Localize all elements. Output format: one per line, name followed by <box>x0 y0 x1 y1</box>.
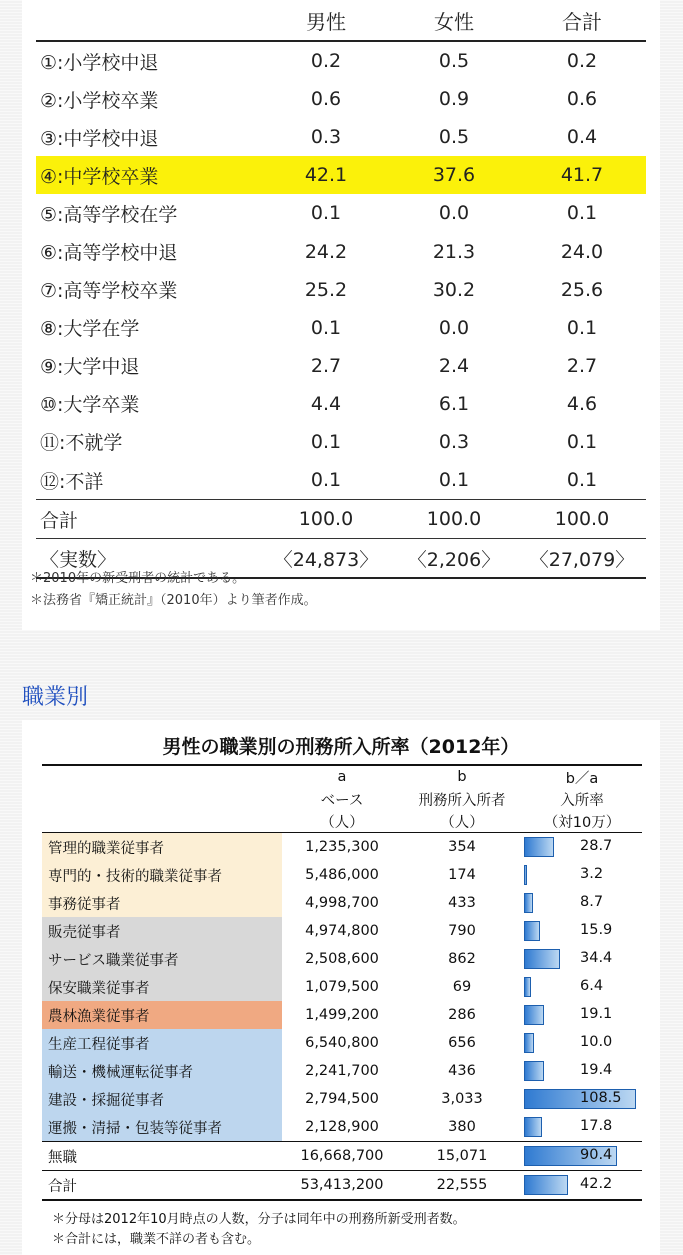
base-value: 5,486,000 <box>305 867 379 883</box>
education-notes <box>30 568 317 612</box>
inmates-value: 22,555 <box>402 1171 522 1201</box>
male-value: 0.2 <box>310 50 342 73</box>
inmates-value: 3,033 <box>441 1091 483 1107</box>
rate-bar <box>524 893 533 913</box>
rate-cell <box>522 861 642 889</box>
occupation-header-cell: （対10万） <box>522 810 642 833</box>
rate-bar <box>524 1033 534 1053</box>
total-value: 0.6 <box>566 88 598 111</box>
female-value: 100.0 <box>390 500 518 539</box>
total-value: 25.6 <box>560 278 604 301</box>
occupation-notes <box>52 1210 466 1250</box>
occupation-header-cell: ベース <box>320 792 364 809</box>
occupation-header-cell: 入所率 <box>560 792 604 809</box>
male-value: 0.1 <box>310 469 342 492</box>
inmates-value: 174 <box>448 867 476 883</box>
header-male: 男性 <box>262 0 390 41</box>
male-value: 24.2 <box>304 240 348 263</box>
rate-bar <box>524 865 527 885</box>
rate-value: 3.2 <box>580 866 604 882</box>
occupation-row <box>42 1057 642 1085</box>
base-value: 2,241,700 <box>305 1063 379 1079</box>
occupation-row <box>42 861 642 889</box>
rate-cell <box>522 973 642 1001</box>
base-value: 2,508,600 <box>305 951 379 967</box>
occupation-header-row <box>42 765 642 788</box>
rate-bar <box>524 1061 544 1081</box>
male-value: 0.1 <box>310 316 342 339</box>
rate-cell <box>522 1113 642 1142</box>
occupation-row <box>42 973 642 1001</box>
male-value: 〈24,873〉 <box>262 539 390 579</box>
rate-value: 42.2 <box>580 1176 613 1192</box>
occupation-note: ＊合計には，職業不詳の者も含む。 <box>52 1232 261 1247</box>
education-label: ②:小学校卒業 <box>40 89 159 112</box>
occupation-label: 輸送・機械運転従事者 <box>42 1057 282 1085</box>
education-note: ＊法務省『矯正統計』（2010年）より筆者作成。 <box>30 593 317 608</box>
base-value: 1,079,500 <box>305 979 379 995</box>
section-title: 職業別 <box>22 685 89 710</box>
base-value: 53,413,200 <box>282 1171 402 1201</box>
occupation-label: 農林漁業従事者 <box>42 1001 282 1029</box>
occupation-row <box>42 1171 642 1201</box>
header-female: 女性 <box>390 0 518 41</box>
inmates-value: 15,071 <box>402 1142 522 1171</box>
education-note: ＊2010年の新受刑者の統計である。 <box>30 571 246 586</box>
male-value: 2.7 <box>310 354 342 377</box>
occupation-header-cell: b <box>402 765 522 788</box>
rate-bar <box>524 1175 568 1195</box>
occupation-header-row <box>42 810 642 833</box>
inmates-value: 656 <box>448 1035 476 1051</box>
base-value: 16,668,700 <box>282 1142 402 1171</box>
female-value: 0.0 <box>438 202 470 225</box>
inmates-value: 862 <box>448 951 476 967</box>
education-row <box>36 423 646 461</box>
base-value: 6,540,800 <box>305 1035 379 1051</box>
base-value: 4,974,800 <box>305 923 379 939</box>
education-row <box>36 309 646 347</box>
rate-value: 17.8 <box>580 1118 613 1134</box>
male-value: 0.1 <box>310 430 342 453</box>
education-label: ⑥:高等学校中退 <box>40 242 178 265</box>
rate-cell <box>522 1001 642 1029</box>
education-row <box>36 347 646 385</box>
education-label: 合計 <box>36 500 262 539</box>
total-value: 0.1 <box>566 202 598 225</box>
rate-cell <box>522 1171 642 1201</box>
education-label: ③:中学校中退 <box>40 127 159 150</box>
rate-value: 15.9 <box>580 922 613 938</box>
inmates-value: 380 <box>448 1119 476 1135</box>
male-value: 100.0 <box>262 500 390 539</box>
occupation-row <box>42 917 642 945</box>
occupation-panel <box>22 720 660 1255</box>
occupation-header-row <box>42 788 642 810</box>
female-value: 21.3 <box>432 240 476 263</box>
occupation-label: 保安職業従事者 <box>42 973 282 1001</box>
occupation-header-cell <box>42 788 282 810</box>
education-label: ⑪:不就学 <box>40 432 123 455</box>
rate-value: 28.7 <box>580 838 613 854</box>
total-value: 100.0 <box>518 500 646 539</box>
occupation-header <box>42 765 642 833</box>
occupation-label: 生産工程従事者 <box>42 1029 282 1057</box>
occupation-row <box>42 1029 642 1057</box>
occupation-header-cell: 刑務所入所者 <box>418 792 506 809</box>
female-value: 6.1 <box>438 392 470 415</box>
inmates-value: 286 <box>448 1007 476 1023</box>
rate-bar <box>524 1005 544 1025</box>
occupation-row <box>42 833 642 862</box>
occupation-label: 運搬・清掃・包装等従事者 <box>42 1113 282 1142</box>
total-value: 〈27,079〉 <box>518 539 646 579</box>
occupation-header-cell: a <box>282 765 402 788</box>
rate-value: 6.4 <box>580 978 604 994</box>
occupation-row <box>42 945 642 973</box>
male-value: 0.1 <box>310 202 342 225</box>
total-value: 0.4 <box>566 126 598 149</box>
female-value: 2.4 <box>438 354 470 377</box>
occupation-row <box>42 889 642 917</box>
education-label: ⑤:高等学校在学 <box>40 203 178 226</box>
occupation-header-cell: （人） <box>282 810 402 833</box>
rate-value: 108.5 <box>580 1090 622 1106</box>
rate-cell <box>522 889 642 917</box>
occupation-note: ＊分母は2012年10月時点の人数，分子は同年中の刑務所新受刑者数。 <box>52 1212 466 1227</box>
education-label: ⑩:大学卒業 <box>40 394 140 417</box>
total-value: 41.7 <box>518 156 646 194</box>
rate-bar <box>524 1117 542 1137</box>
occupation-row <box>42 1142 642 1171</box>
female-value: 0.1 <box>438 469 470 492</box>
rate-cell <box>522 1029 642 1057</box>
occupation-label: 無職 <box>42 1142 282 1171</box>
education-panel <box>22 0 660 630</box>
inmates-value: 790 <box>448 923 476 939</box>
male-value: 25.2 <box>304 278 348 301</box>
occupation-header-cell: b／a <box>522 765 642 788</box>
header-blank <box>36 0 262 41</box>
education-row-highlighted <box>36 156 646 194</box>
total-value: 0.2 <box>566 50 598 73</box>
male-value: 0.3 <box>310 126 342 149</box>
rate-value: 10.0 <box>580 1034 613 1050</box>
occupation-header-cell <box>42 810 282 833</box>
occupation-row <box>42 1113 642 1142</box>
total-value: 0.1 <box>566 430 598 453</box>
female-value: 〈2,206〉 <box>390 539 518 579</box>
education-row <box>36 41 646 80</box>
education-row <box>36 80 646 118</box>
occupation-label: 専門的・技術的職業従事者 <box>42 861 282 889</box>
education-label: ⑧:大学在学 <box>40 318 140 341</box>
inmates-value: 354 <box>448 839 476 855</box>
education-label: 〈実数〉 <box>36 539 262 579</box>
rate-bar <box>524 921 540 941</box>
female-value: 0.9 <box>438 88 470 111</box>
rate-value: 90.4 <box>580 1147 613 1163</box>
education-row <box>36 271 646 309</box>
inmates-value: 433 <box>448 895 476 911</box>
rate-value: 8.7 <box>580 894 604 910</box>
education-label: ④:中学校卒業 <box>36 156 262 194</box>
education-table <box>36 0 646 579</box>
rate-cell <box>522 1057 642 1085</box>
total-value: 24.0 <box>560 240 604 263</box>
education-sum-row <box>36 500 646 539</box>
base-value: 2,128,900 <box>305 1119 379 1135</box>
base-value: 1,235,300 <box>305 839 379 855</box>
rate-value: 19.1 <box>580 1006 613 1022</box>
header-total: 合計 <box>518 0 646 41</box>
rate-cell <box>522 945 642 973</box>
rate-bar <box>524 977 531 997</box>
rate-bar <box>524 837 554 857</box>
education-row <box>36 232 646 270</box>
total-value: 2.7 <box>566 354 598 377</box>
education-label: ⑫:不詳 <box>40 470 104 493</box>
occupation-label: 管理的職業従事者 <box>42 833 282 862</box>
inmates-value: 436 <box>448 1063 476 1079</box>
base-value: 1,499,200 <box>305 1007 379 1023</box>
male-value: 0.6 <box>310 88 342 111</box>
female-value: 37.6 <box>390 156 518 194</box>
female-value: 0.3 <box>438 430 470 453</box>
occupation-body <box>42 833 642 1201</box>
education-body <box>36 41 646 578</box>
occupation-label: 合計 <box>42 1171 282 1201</box>
male-value: 42.1 <box>262 156 390 194</box>
rate-cell <box>522 833 642 862</box>
rate-cell <box>522 1085 642 1113</box>
male-value: 4.4 <box>310 392 342 415</box>
rate-value: 19.4 <box>580 1062 613 1078</box>
education-row <box>36 461 646 500</box>
occupation-label: サービス職業従事者 <box>42 945 282 973</box>
education-row <box>36 194 646 232</box>
education-row <box>36 118 646 156</box>
base-value: 4,998,700 <box>305 895 379 911</box>
occupation-table-title: 男性の職業別の刑務所入所率（2012年） <box>162 736 520 758</box>
occupation-label: 販売従事者 <box>42 917 282 945</box>
education-label: ⑨:大学中退 <box>40 356 140 379</box>
female-value: 0.0 <box>438 316 470 339</box>
rate-value: 34.4 <box>580 950 613 966</box>
occupation-table <box>42 764 642 1201</box>
occupation-label: 建設・採掘従事者 <box>42 1085 282 1113</box>
occupation-row <box>42 1085 642 1113</box>
occupation-label: 事務従事者 <box>42 889 282 917</box>
total-value: 4.6 <box>566 392 598 415</box>
female-value: 30.2 <box>432 278 476 301</box>
education-label: ①:小学校中退 <box>40 51 159 74</box>
total-value: 0.1 <box>566 316 598 339</box>
rate-cell <box>522 1142 642 1171</box>
female-value: 0.5 <box>438 126 470 149</box>
total-value: 0.1 <box>566 469 598 492</box>
base-value: 2,794,500 <box>305 1091 379 1107</box>
rate-bar <box>524 949 560 969</box>
female-value: 0.5 <box>438 50 470 73</box>
inmates-value: 69 <box>452 979 472 995</box>
education-row <box>36 385 646 423</box>
education-label: ⑦:高等学校卒業 <box>40 280 178 303</box>
occupation-header-cell: （人） <box>402 810 522 833</box>
rate-cell <box>522 917 642 945</box>
occupation-row <box>42 1001 642 1029</box>
education-header-row <box>36 0 646 41</box>
occupation-header-cell <box>42 765 282 788</box>
